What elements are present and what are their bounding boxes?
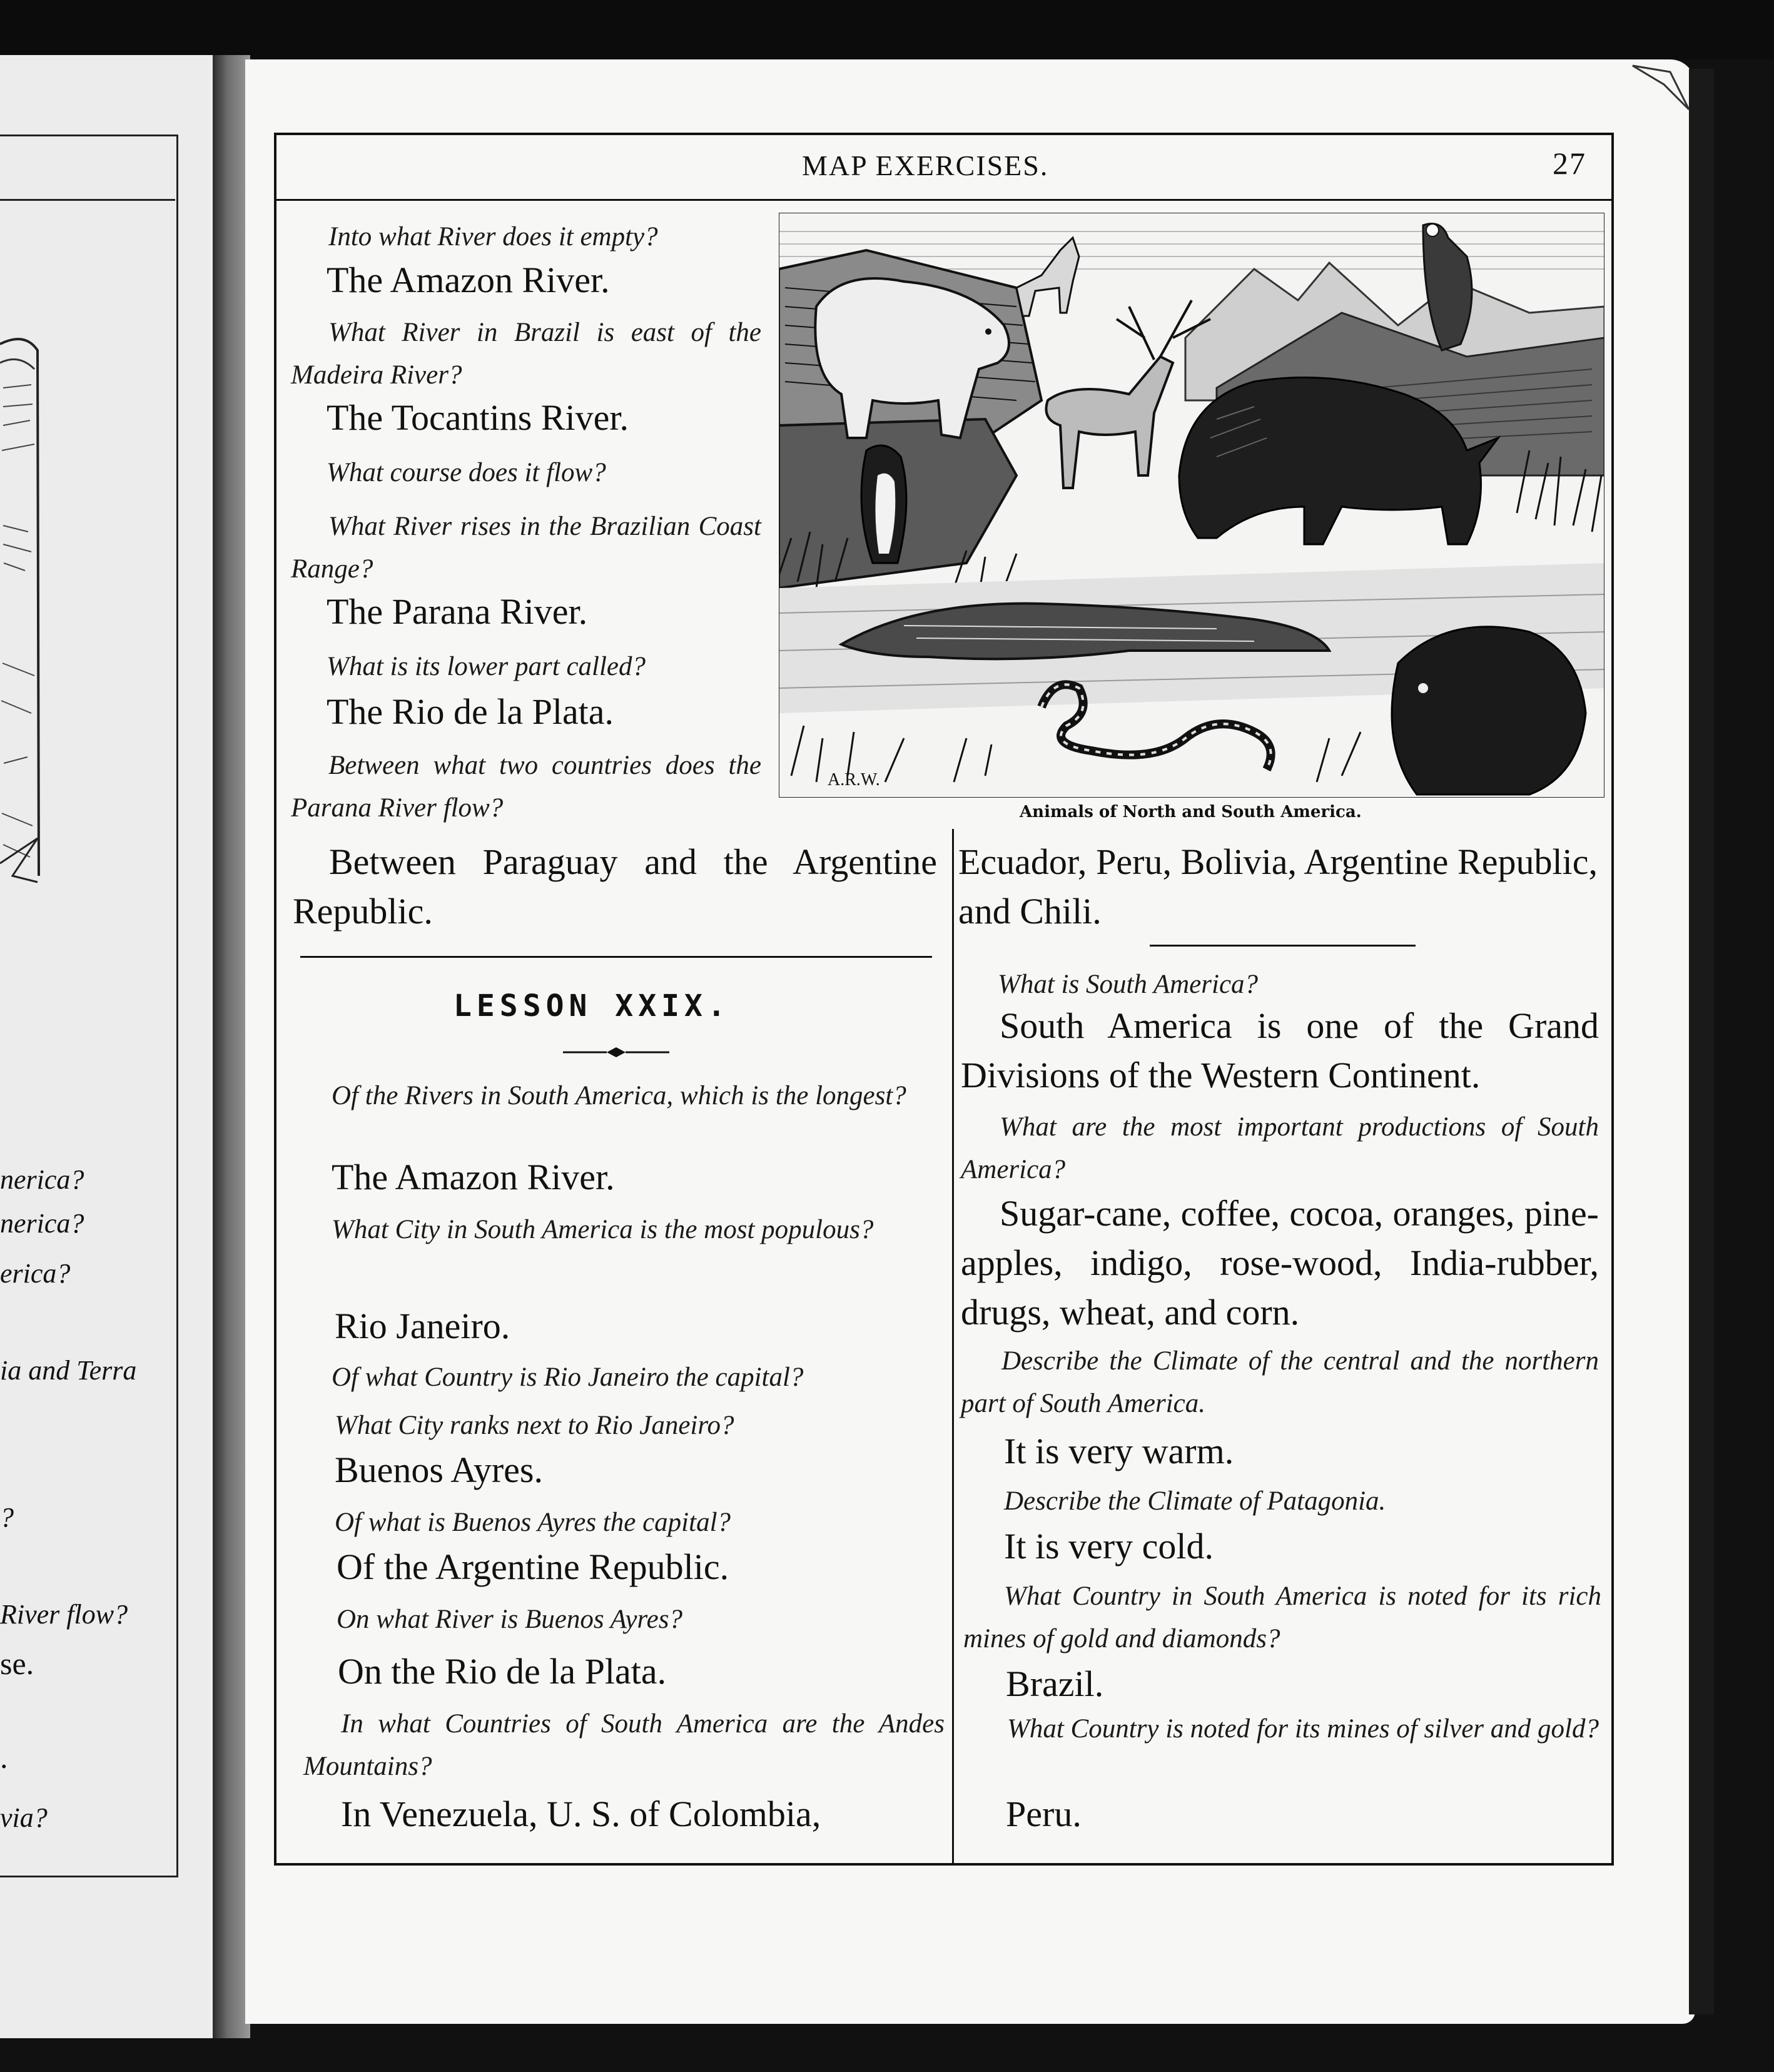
question: Into what River does it empty? [328,222,658,251]
question: Describe the Climate of Patagonia. [1004,1486,1386,1516]
answer: Rio Janeiro. [335,1306,510,1346]
answer: On the Rio de la Plata. [338,1651,667,1692]
engraver-signature: A.R.W. [828,770,880,790]
illustration-caption: Animals of North and South America. [1020,803,1362,821]
left-page-fragment: nerica? [0,1164,84,1195]
left-page-fragment: ? [0,1502,14,1533]
answer: The Amazon River. [327,260,610,300]
section-rule [300,956,932,958]
lesson-heading: LESSON XXIX. [454,988,731,1023]
question: Describe the Climate of the central and the northern part of South America. [961,1346,1599,1418]
answer: South America is one of the Grand Divisions of the Western Continent. [961,1005,1599,1095]
left-page-fragment: via? [0,1802,48,1833]
question: What City in South America is the most populous? [332,1215,874,1244]
question: What course does it flow? [327,458,606,487]
column-divider [952,829,954,1864]
question: What Country is noted for its mines of silver and gold? [1007,1714,1599,1744]
answer-continuation: Ecuador, Peru, Bolivia, Argentine Republic, and Chili. [958,841,1598,932]
animals-illustration [779,213,1604,798]
answer: It is very cold. [1004,1526,1214,1567]
left-page-fragment: nerica? [0,1208,84,1239]
left-page-fragment: erica? [0,1258,71,1289]
answer: It is very warm. [1004,1431,1234,1471]
answer: The Parana River. [327,591,588,632]
answer: The Rio de la Plata. [327,691,614,732]
answer: Peru. [1006,1794,1082,1834]
answer: The Amazon River. [332,1157,615,1197]
page-number: 27 [1553,146,1586,181]
left-page-header-rule [0,199,175,201]
running-title: MAP EXERCISES. [802,150,1049,181]
question: What City ranks next to Rio Janeiro? [335,1411,734,1440]
page-edge [1689,69,1714,2014]
question: On what River is Buenos Ayres? [337,1605,682,1634]
question: What is its lower part called? [327,652,646,681]
question: What are the most important productions of South America? [961,1112,1599,1184]
left-page-fragment: River flow? [0,1599,128,1630]
question: Of what is Buenos Ayres the capital? [335,1508,731,1537]
book-gutter [213,55,250,2038]
answer: Of the Argentine Republic. [337,1546,729,1587]
question: What River in Brazil is east of the Madeira River? [291,318,761,390]
header-rule [274,199,1614,201]
answer: Brazil. [1006,1663,1104,1704]
left-page-fragment: se. [0,1646,34,1681]
section-rule [1150,945,1416,947]
answer: Sugar-cane, coffee, cocoa, oranges, pine-apples, indigo, rose-wood, India-rubber, drugs, wheat, and corn. [961,1193,1599,1333]
answer: Buenos Ayres. [335,1450,543,1490]
scan-background [0,0,1774,59]
answer: The Tocantins River. [327,397,629,438]
answer: Between Paraguay and the Argentine Republic. [293,841,937,932]
ornament-divider-icon [563,1046,669,1059]
question: In what Countries of South America are the Andes Mountains? [303,1709,945,1781]
left-page-fragment: ia and Terra [0,1355,137,1386]
question: Of the Rivers in South America, which is the longest? [332,1081,906,1110]
answer: In Venezuela, U. S. of Colombia, [341,1794,821,1834]
question: What River rises in the Brazilian Coast Range? [291,512,761,584]
question: Between what two countries does the Parana River flow? [291,751,761,823]
question: What Country in South America is noted for its rich mines of gold and diamonds? [963,1582,1601,1653]
left-page-fragment: . [0,1740,8,1775]
left-page-sketch [0,325,50,888]
page-corner [1626,59,1701,122]
question: What is South America? [998,970,1259,999]
question: Of what Country is Rio Janeiro the capital? [332,1363,804,1392]
